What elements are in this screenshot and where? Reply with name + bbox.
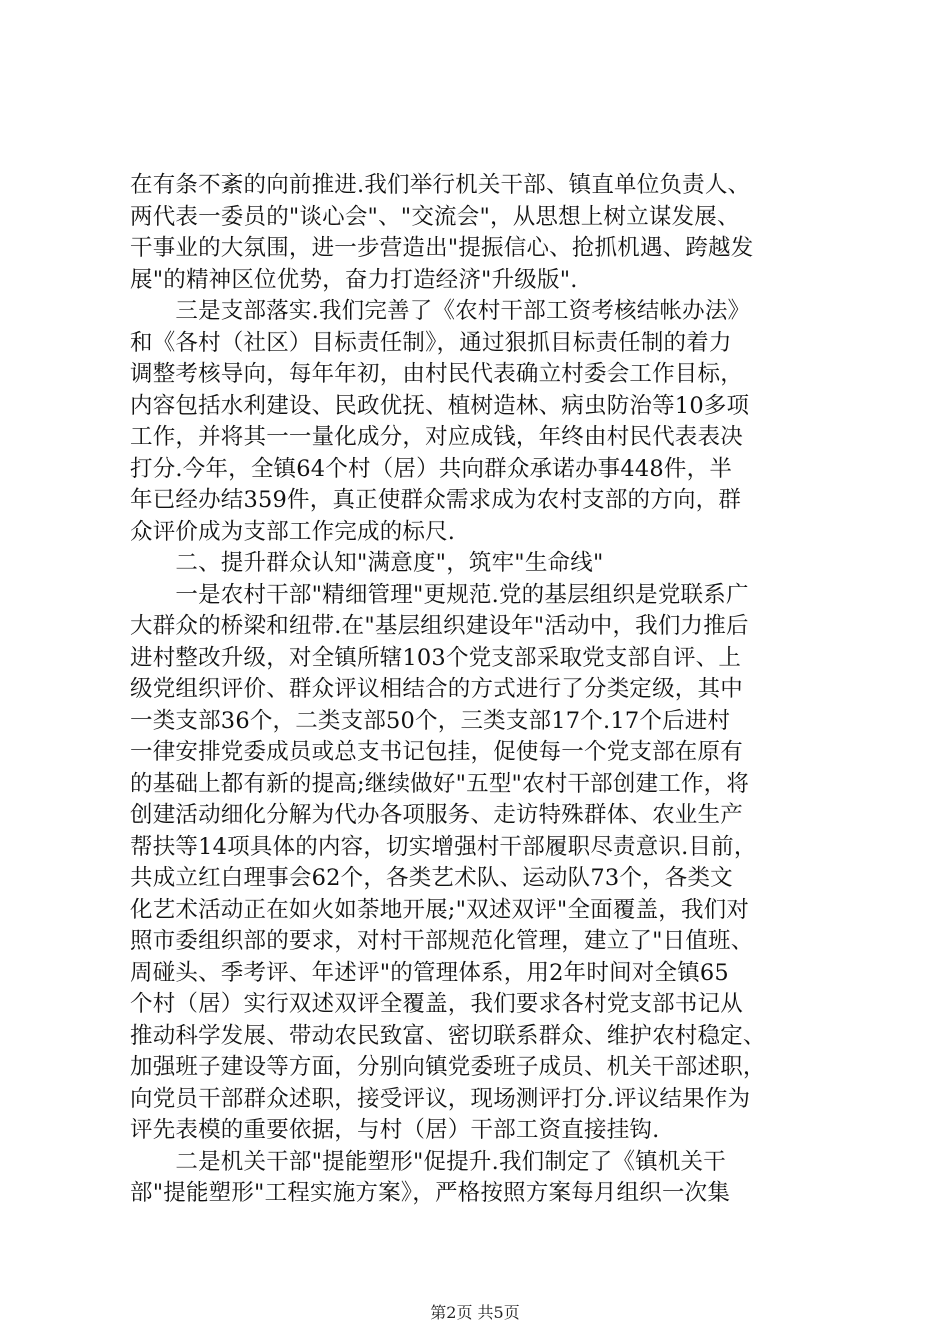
text-line: 化艺术活动正在如火如荼地开展;"双述双评"全面覆盖，我们对 (130, 896, 750, 923)
text-line: 两代表一委员的"谈心会"、"交流会"，从思想上树立谋发展、 (130, 203, 740, 230)
text-line: 共成立红白理事会62个，各类艺术队、运动队73个，各类文 (130, 865, 733, 891)
text-line: 调整考核导向，每年年初，由村民代表确立村委会工作目标， (130, 361, 743, 387)
text-line: 的基础上都有新的提高;继续做好"五型"农村干部创建工作，将 (130, 770, 750, 797)
text-line: 一是农村干部"精细管理"更规范.党的基层组织是党联系广 (130, 581, 749, 608)
text-line: 展"的精神区位优势，奋力打造经济"升级版". (130, 266, 578, 293)
text-line: 评先表模的重要依据，与村（居）干部工资直接挂钩. (130, 1117, 660, 1143)
text-line: 年已经办结359件，真正使群众需求成为农村支部的方向，群 (130, 487, 742, 513)
text-line: 打分.今年，全镇64个村（居）共向群众承诺办事448件，半 (130, 455, 733, 482)
text-line: 照市委组织部的要求，对村干部规范化管理，建立了"日值班、 (130, 928, 754, 954)
text-line: 在有条不紊的向前推进.我们举行机关干部、镇直单位负责人、 (130, 172, 751, 198)
text-line: 部"提能塑形"工程实施方案》，严格按照方案每月组织一次集 (130, 1180, 731, 1206)
page-number-footer: 第2页 共5页 (430, 1303, 520, 1322)
text-line: 三是支部落实.我们完善了《农村干部工资考核结帐办法》 (130, 298, 751, 324)
text-line: 向党员干部群众述职，接受评议，现场测评打分.评议结果作为 (130, 1085, 751, 1112)
text-line: 一律安排党委成员或总支书记包挂，促使每一个党支部在原有 (130, 739, 743, 765)
text-line: 进村整改升级，对全镇所辖103个党支部采取党支部自评、上 (130, 644, 742, 671)
text-line: 周碰头、季考评、年述评"的管理体系，用2年时间对全镇65 (130, 959, 729, 986)
text-line: 众评价成为支部工作完成的标尺. (130, 518, 456, 545)
text-line: 大群众的桥梁和纽带.在"基层组织建设年"活动中，我们力推后 (130, 613, 749, 639)
text-line: 帮扶等14项具体的内容，切实增强村干部履职尽责意识.目前， (130, 833, 757, 860)
section-heading: 二、提升群众认知"满意度"，筑牢"生命线" (130, 550, 604, 576)
text-line: 干事业的大氛围，进一步营造出"提振信心、抢抓机遇、跨越发 (130, 235, 754, 261)
text-line: 推动科学发展、带动农民致富、密切联系群众、维护农村稳定、 (130, 1022, 766, 1049)
text-line: 内容包括水利建设、民政优抚、植树造林、病虫防治等10多项 (130, 392, 750, 419)
text-line: 加强班子建设等方面，分别向镇党委班子成员、机关干部述职， (130, 1054, 766, 1080)
text-line: 个村（居）实行双述双评全覆盖，我们要求各村党支部书记从 (130, 991, 743, 1017)
body-text (130, 170, 830, 1210)
text-line: 创建活动细化分解为代办各项服务、走访特殊群体、农业生产 (130, 802, 743, 828)
text-line: 和《各村（社区）目标责任制》，通过狠抓目标责任制的着力 (130, 329, 732, 356)
text-line: 二是机关干部"提能塑形"促提升.我们制定了《镇机关干 (130, 1148, 726, 1175)
text-line: 工作，并将其一一量化成分，对应成钱，年终由村民代表表决 (130, 424, 743, 450)
text-line: 一类支部36个，二类支部50个，三类支部17个.17个后进村 (130, 707, 731, 734)
text-line: 级党组织评价、群众评议相结合的方式进行了分类定级，其中 (130, 676, 743, 702)
